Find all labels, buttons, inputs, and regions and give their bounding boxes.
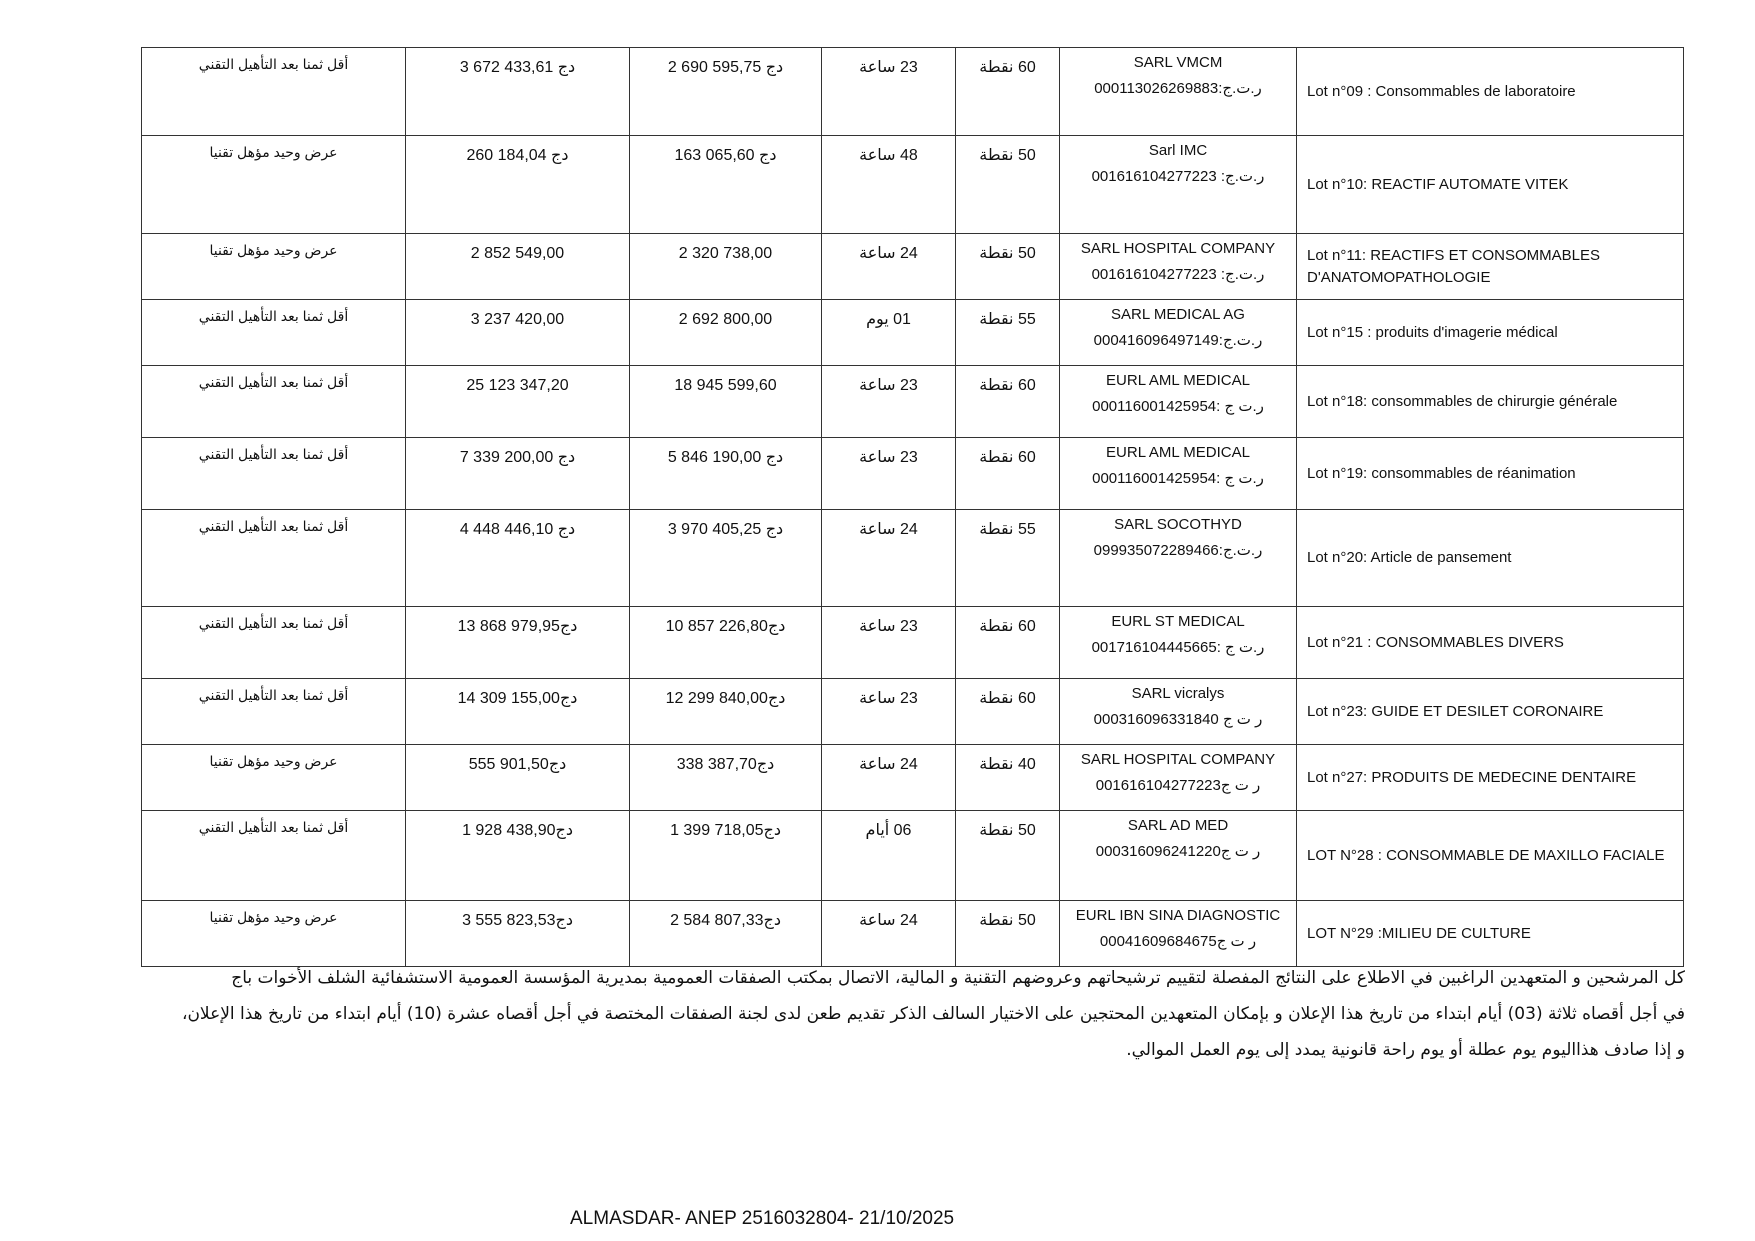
amount-ttc-cell: 2 852 549,00	[406, 234, 630, 300]
table-row	[142, 438, 1684, 510]
observation-cell: عرض وحيد مؤهل تقنيا	[142, 901, 406, 967]
candidate-registration: ر.ت.ج: 001616104277223	[1091, 265, 1265, 283]
table-row	[142, 136, 1684, 234]
amount-ht-cell: 2 320 738,00	[630, 234, 822, 300]
delay-cell: 48 ساعة	[822, 136, 956, 234]
delay-cell: 24 ساعة	[822, 510, 956, 607]
delay-cell: 23 ساعة	[822, 438, 956, 510]
candidate-name: SARL SOCOTHYD	[1114, 516, 1242, 533]
amount-ht-cell: 3 970 405,25 دج	[630, 510, 822, 607]
footer-reference: ALMASDAR- ANEP 2516032804- 21/10/2025	[570, 1208, 955, 1229]
candidate-registration: ر.ت.ج:000416096497149	[1093, 331, 1263, 349]
lot-cell: Lot n°27: PRODUITS DE MEDECINE DENTAIRE	[1297, 745, 1684, 811]
candidate-name: SARL HOSPITAL COMPANY	[1080, 240, 1276, 257]
score-cell: 50 نقطة	[956, 901, 1060, 967]
score-cell: 60 نقطة	[956, 366, 1060, 438]
candidate-cell	[1060, 811, 1297, 901]
candidate-registration: ر.ت ج :001716104445665	[1091, 638, 1265, 656]
amount-ht-cell: 10 857 226,80دج	[630, 607, 822, 679]
table-row	[142, 234, 1684, 300]
amount-ttc-cell: 25 123 347,20	[406, 366, 630, 438]
table-row	[142, 300, 1684, 366]
score-cell: 60 نقطة	[956, 679, 1060, 745]
candidate-cell	[1060, 607, 1297, 679]
delay-cell: 23 ساعة	[822, 48, 956, 136]
table-row	[142, 510, 1684, 607]
lot-cell: Lot n°23: GUIDE ET DESILET CORONAIRE	[1297, 679, 1684, 745]
lot-cell: Lot n°18: consommables de chirurgie générale	[1297, 366, 1684, 438]
candidate-cell	[1060, 745, 1297, 811]
table-row	[142, 607, 1684, 679]
amount-ttc-cell: 14 309 155,00دج	[406, 679, 630, 745]
candidate-cell	[1060, 366, 1297, 438]
score-cell: 50 نقطة	[956, 234, 1060, 300]
lot-cell: Lot n°20: Article de pansement	[1297, 510, 1684, 607]
delay-cell: 06 أيام	[822, 811, 956, 901]
table-row	[142, 366, 1684, 438]
observation-cell: أقل ثمنا بعد التأهيل التقني	[142, 811, 406, 901]
observation-cell: أقل ثمنا بعد التأهيل التقني	[142, 300, 406, 366]
candidate-registration: ر.ت.ج:099935072289466	[1093, 541, 1263, 559]
candidate-cell	[1060, 901, 1297, 967]
candidate-registration: ر.ت.ج: 001616104277223	[1091, 167, 1265, 185]
score-cell: 50 نقطة	[956, 811, 1060, 901]
delay-cell: 23 ساعة	[822, 679, 956, 745]
amount-ttc-cell: 4 448 446,10 دج	[406, 510, 630, 607]
candidate-name: SARL AD MED	[1127, 817, 1229, 834]
score-cell: 60 نقطة	[956, 48, 1060, 136]
amount-ttc-cell: 3 237 420,00	[406, 300, 630, 366]
amount-ttc-cell: 7 339 200,00 دج	[406, 438, 630, 510]
candidate-registration: ر ت ج 000316096331840	[1093, 710, 1263, 728]
notice-line-2: في أجل أقصاه ثلاثة (03) أيام ابتداء من تاريخ هذا الإعلان و بإمكان المتعهدين المحتجين على الاختيار السالف الذكر تقديم طعن لدى لجنة الصفقات المختصة في أجل أقصاه عشرة (10) أيام ابتداء من تاريخ هذا الإعلان،	[181, 1004, 1685, 1024]
candidate-name: EURL IBN SINA DIAGNOSTIC	[1075, 907, 1281, 924]
notice-line-3: و إذا صادف هذااليوم يوم عطلة أو يوم راحة قانونية يمدد إلى يوم العمل الموالي.	[1126, 1040, 1685, 1060]
candidate-name: EURL ST MEDICAL	[1111, 613, 1245, 630]
amount-ttc-cell: 1 928 438,90دج	[406, 811, 630, 901]
amount-ht-cell: 2 584 807,33دج	[630, 901, 822, 967]
delay-cell: 23 ساعة	[822, 366, 956, 438]
observation-cell: أقل ثمنا بعد التأهيل التقني	[142, 48, 406, 136]
lot-cell: LOT N°28 : CONSOMMABLE DE MAXILLO FACIALE	[1297, 811, 1684, 901]
candidate-cell	[1060, 438, 1297, 510]
delay-cell: 01 يوم	[822, 300, 956, 366]
lot-cell: Lot n°15 : produits d'imagerie médical	[1297, 300, 1684, 366]
candidate-registration: ر.ت ج :000116001425954	[1092, 397, 1264, 415]
observation-cell: أقل ثمنا بعد التأهيل التقني	[142, 366, 406, 438]
candidate-name: SARL MEDICAL AG	[1111, 306, 1245, 323]
lot-cell: Lot n°19: consommables de réanimation	[1297, 438, 1684, 510]
delay-cell: 24 ساعة	[822, 234, 956, 300]
lot-cell: Lot n°09 : Consommables de laboratoire	[1297, 48, 1684, 136]
candidate-cell	[1060, 136, 1297, 234]
score-cell: 55 نقطة	[956, 510, 1060, 607]
amount-ttc-cell: 3 555 823,53دج	[406, 901, 630, 967]
candidate-name: EURL AML MEDICAL	[1106, 372, 1250, 389]
candidate-cell	[1060, 48, 1297, 136]
table-row	[142, 745, 1684, 811]
candidate-registration: ر.ت.ج:000113026269883	[1094, 79, 1262, 97]
amount-ht-cell: 12 299 840,00دج	[630, 679, 822, 745]
candidate-name: SARL VMCM	[1133, 54, 1223, 71]
amount-ttc-cell: 13 868 979,95دج	[406, 607, 630, 679]
candidate-cell	[1060, 300, 1297, 366]
candidate-cell	[1060, 234, 1297, 300]
score-cell: 60 نقطة	[956, 607, 1060, 679]
candidate-registration: ر ت ج00041609684675	[1099, 932, 1257, 950]
candidate-registration: ر ت ج001616104277223	[1095, 776, 1261, 794]
candidate-cell	[1060, 679, 1297, 745]
amount-ttc-cell: 555 901,50دج	[406, 745, 630, 811]
amount-ht-cell: 2 690 595,75 دج	[630, 48, 822, 136]
table-row	[142, 811, 1684, 901]
amount-ht-cell: 2 692 800,00	[630, 300, 822, 366]
award-results-table	[141, 47, 1684, 967]
lot-cell: Lot n°10: REACTIF AUTOMATE VITEK	[1297, 136, 1684, 234]
candidate-registration: ر.ت ج :000116001425954	[1092, 469, 1264, 487]
amount-ht-cell: 163 065,60 دج	[630, 136, 822, 234]
candidate-cell	[1060, 510, 1297, 607]
amount-ht-cell: 18 945 599,60	[630, 366, 822, 438]
notice-line-1: كل المرشحين و المتعهدين الراغبين في الاطلاع على النتائج المفصلة لتقييم ترشيحاتهم وعروضهم التقنية و المالية، الاتصال بمكتب الصفقات العمومية بمديرية المؤسسة العمومية الاستشفائية الشلف الأخوات باج	[231, 968, 1685, 988]
observation-cell: عرض وحيد مؤهل تقنيا	[142, 136, 406, 234]
lot-cell: Lot n°21 : CONSOMMABLES DIVERS	[1297, 607, 1684, 679]
award-results-body	[142, 48, 1684, 967]
lot-cell: Lot n°11: REACTIFS ET CONSOMMABLES D'ANATOMOPATHOLOGIE	[1297, 234, 1684, 300]
candidate-name: Sarl IMC	[1148, 142, 1208, 159]
amount-ttc-cell: 260 184,04 دج	[406, 136, 630, 234]
score-cell: 60 نقطة	[956, 438, 1060, 510]
amount-ht-cell: 1 399 718,05دج	[630, 811, 822, 901]
candidate-name: SARL HOSPITAL COMPANY	[1080, 751, 1276, 768]
observation-cell: أقل ثمنا بعد التأهيل التقني	[142, 438, 406, 510]
observation-cell: أقل ثمنا بعد التأهيل التقني	[142, 510, 406, 607]
amount-ttc-cell: 3 672 433,61 دج	[406, 48, 630, 136]
observation-cell: عرض وحيد مؤهل تقنيا	[142, 745, 406, 811]
observation-cell: عرض وحيد مؤهل تقنيا	[142, 234, 406, 300]
candidate-name: EURL AML MEDICAL	[1106, 444, 1250, 461]
amount-ht-cell: 338 387,70دج	[630, 745, 822, 811]
score-cell: 50 نقطة	[956, 136, 1060, 234]
delay-cell: 23 ساعة	[822, 607, 956, 679]
candidate-registration: ر ت ج000316096241220	[1095, 842, 1261, 860]
score-cell: 55 نقطة	[956, 300, 1060, 366]
table-row	[142, 901, 1684, 967]
table-row	[142, 679, 1684, 745]
delay-cell: 24 ساعة	[822, 745, 956, 811]
observation-cell: أقل ثمنا بعد التأهيل التقني	[142, 679, 406, 745]
lot-cell: LOT N°29 :MILIEU DE CULTURE	[1297, 901, 1684, 967]
score-cell: 40 نقطة	[956, 745, 1060, 811]
table-row	[142, 48, 1684, 136]
delay-cell: 24 ساعة	[822, 901, 956, 967]
observation-cell: أقل ثمنا بعد التأهيل التقني	[142, 607, 406, 679]
candidate-name: SARL vicralys	[1131, 685, 1225, 702]
amount-ht-cell: 5 846 190,00 دج	[630, 438, 822, 510]
